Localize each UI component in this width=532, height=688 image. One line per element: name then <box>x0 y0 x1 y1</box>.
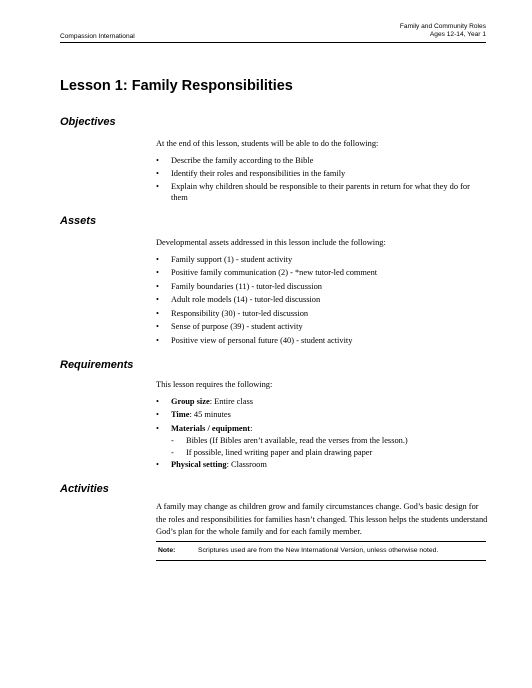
assets-intro: Developmental assets addressed in this lesson include the following: <box>156 238 386 247</box>
bullet-icon: • <box>156 254 159 264</box>
list-item <box>156 458 488 472</box>
objectives-intro: At the end of this lesson, students will be able to do the following: <box>156 139 379 148</box>
requirements-list <box>156 395 488 472</box>
assets-list <box>156 253 488 348</box>
bullet-icon: • <box>156 460 159 469</box>
lesson-title: Lesson 1: Family Responsibilities <box>60 78 293 94</box>
bullet-icon: • <box>156 308 159 318</box>
setting-label: Physical setting <box>171 460 227 469</box>
note-label: Note: <box>158 547 176 554</box>
list-item <box>156 395 488 409</box>
objectives-heading: Objectives <box>60 116 116 128</box>
scripture-note <box>156 541 486 561</box>
assets-section <box>156 236 488 347</box>
list-item: • Family support (1) - student activity <box>156 253 488 267</box>
bullet-icon: • <box>156 335 159 345</box>
objectives-list <box>156 154 488 203</box>
dash-icon: - <box>171 447 174 457</box>
list-item: - Bibles (If Bibles aren’t available, read the verses from the lesson.) <box>171 436 408 445</box>
group-size-value: : Entire class <box>209 396 253 406</box>
dash-icon: - <box>171 436 174 445</box>
header-course-ages: Ages 12-14, Year 1 <box>429 31 486 39</box>
requirements-heading: Requirements <box>60 359 134 371</box>
requirements-intro: This lesson requires the following: <box>156 380 273 389</box>
header-organization: Compassion International <box>60 33 135 40</box>
list-item: • Family boundaries (11) - tutor-led discussion <box>156 280 488 294</box>
bullet-icon: • <box>156 423 159 433</box>
list-item: • Positive family communication (2) - *new tutor-led comment <box>156 266 488 280</box>
activities-section <box>156 501 488 539</box>
bullet-icon: • <box>156 322 159 331</box>
list-item: • Identify their roles and responsibilities in the family <box>156 167 488 181</box>
list-item: • Sense of purpose (39) - student activity <box>156 320 488 334</box>
bullet-icon: • <box>156 295 159 304</box>
list-item: - If possible, lined writing paper and plain drawing paper <box>171 447 373 457</box>
bullet-icon: • <box>156 281 159 291</box>
objectives-section <box>156 137 488 203</box>
bullet-icon: • <box>156 181 159 191</box>
setting-value: : Classroom <box>226 460 267 469</box>
assets-heading: Assets <box>60 215 97 227</box>
materials-label: Materials / equipment <box>171 423 251 433</box>
activities-text: A family may change as children grow and family circumstances change. God’s basic design for the roles and responsibilities for families hasn’t changed. This lesson helps the students understand God’s plan for the whole family and for each family member. <box>156 502 488 537</box>
header-course-info <box>400 23 486 40</box>
page-header <box>60 22 486 43</box>
header-course-title: Family and Community Roles <box>399 22 486 30</box>
list-item: • Explain why children should be responsible to their parents in return for what they do for them <box>156 181 470 202</box>
time-value: : 45 minutes <box>189 410 231 419</box>
bullet-icon: • <box>156 410 159 419</box>
bullet-icon: • <box>156 155 159 165</box>
list-item: • Materials / equipment: - Bibles (If Bibles aren’t available, read the verses from the lesson.) - If possible, lined writing paper and plain drawing paper <box>156 422 488 459</box>
bullet-icon: • <box>156 169 159 178</box>
list-item: • Adult role models (14) - tutor-led discussion <box>156 293 488 307</box>
materials-list <box>171 435 488 458</box>
activities-heading: Activities <box>60 483 109 495</box>
note-text: Scriptures used are from the New International Version, unless otherwise noted. <box>198 547 439 554</box>
time-label: Time <box>171 410 190 419</box>
list-item: • Describe the family according to the Bible <box>156 154 488 168</box>
list-item: • Positive view of personal future (40) - student activity <box>156 334 488 348</box>
bullet-icon: • <box>156 268 159 277</box>
list-item <box>156 408 488 422</box>
requirements-section <box>156 378 488 472</box>
list-item: • Responsibility (30) - tutor-led discussion <box>156 307 488 321</box>
group-size-label: Group size <box>171 396 210 406</box>
bullet-icon: • <box>156 396 159 406</box>
